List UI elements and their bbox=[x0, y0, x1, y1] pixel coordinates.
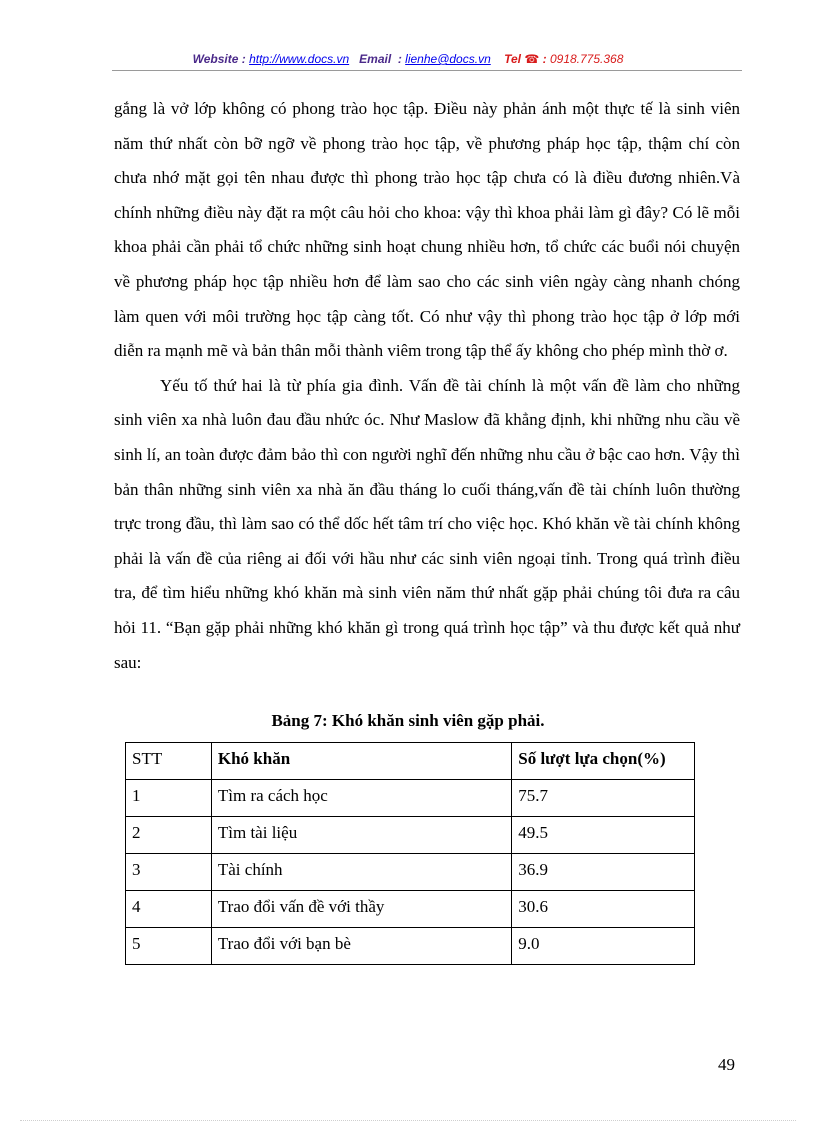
paragraph-2: Yếu tố thứ hai là từ phía gia đình. Vấn đề tài chính là một vấn đề làm cho những sinh viên xa nhà luôn đau đầu nhức óc. Như Maslow đã khẳng định, khi những nhu cầu về sinh lí, an toàn được đảm bảo thì con người nghĩ đến những nhu cầu ở bậc cao hơn. Vậy thì bản thân những sinh viên xa nhà ăn đầu tháng lo cuối tháng,vấn đề tài chính luôn thường trực trong đầu, thì làm sao có thể dốc hết tâm trí cho việc học. Khó khăn về tài chính không phải là vấn đề của riêng ai đối với hầu như các sinh viên ngoại tỉnh. Trong quá trình điều tra, để tìm hiểu những khó khăn mà sinh viên năm thứ nhất gặp phải chúng tôi đưa ra câu hỏi 11. “Bạn gặp phải những khó khăn gì trong quá trình học tập” và thu được kết quả như sau: bbox=[114, 375, 740, 672]
table-caption: Bảng 7: Khó khăn sinh viên gặp phải. bbox=[271, 711, 545, 730]
header-stt: STT bbox=[126, 743, 212, 780]
cell-percent: 36.9 bbox=[512, 854, 695, 891]
cell-stt: 1 bbox=[126, 780, 212, 817]
email-label: Email bbox=[359, 52, 392, 66]
body-text bbox=[114, 92, 740, 680]
page-bottom-border bbox=[20, 1120, 796, 1121]
cell-stt: 2 bbox=[126, 817, 212, 854]
cell-percent: 49.5 bbox=[512, 817, 695, 854]
table-row bbox=[126, 817, 695, 854]
phone-icon: ☎ bbox=[524, 52, 540, 66]
page-number: 49 bbox=[718, 1055, 735, 1074]
difficulties-table bbox=[125, 742, 695, 965]
cell-stt: 4 bbox=[126, 891, 212, 928]
header-divider bbox=[112, 70, 742, 71]
header-difficulty: Khó khăn bbox=[211, 743, 511, 780]
table-row bbox=[126, 854, 695, 891]
table-row bbox=[126, 780, 695, 817]
table-row bbox=[126, 928, 695, 965]
paragraph-1: gắng là vở lớp không có phong trào học tập. Điều này phản ánh một thực tế là sinh viên năm thứ nhất còn bỡ ngỡ về phong trào học tập, về phương pháp học tập, thậm chí còn chưa nhớ mặt gọi tên nhau được thì phong trào học tập chưa có là điều đương nhiên.Và chính những điều này đặt ra một câu hỏi cho khoa: vậy thì khoa phải làm gì đây? Có lẽ mỗi khoa phải cần phải tổ chức những sinh hoạt chung nhiều hơn, tổ chức các buổi nói chuyện về phương pháp học tập nhiều hơn để làm sao cho các sinh viên ngày càng nhanh chóng làm quen với môi trường học tập càng tốt. Có như vậy thì phong trào học tập ở lớp mới diễn ra mạnh mẽ và bản thân mỗi thành viêm trong tập thể ấy không cho phép mình thờ ơ. bbox=[114, 99, 740, 361]
page-header: Website : http://www.docs.vn Email : lienhe@docs.vn Tel ☎ : 0918.775.368 bbox=[192, 52, 624, 66]
tel-label: Tel bbox=[504, 52, 521, 66]
website-link[interactable]: http://www.docs.vn bbox=[249, 52, 350, 66]
cell-stt: 3 bbox=[126, 854, 212, 891]
cell-stt: 5 bbox=[126, 928, 212, 965]
cell-difficulty: Tài chính bbox=[211, 854, 511, 891]
table-row bbox=[126, 891, 695, 928]
cell-difficulty: Trao đổi với bạn bè bbox=[211, 928, 511, 965]
cell-percent: 30.6 bbox=[512, 891, 695, 928]
table-header-row bbox=[126, 743, 695, 780]
cell-difficulty: Tìm ra cách học bbox=[211, 780, 511, 817]
phone-number: 0918.775.368 bbox=[549, 52, 624, 66]
cell-percent: 9.0 bbox=[512, 928, 695, 965]
header-percent: Số lượt lựa chọn(%) bbox=[512, 743, 695, 780]
cell-difficulty: Trao đổi vấn đề với thầy bbox=[211, 891, 511, 928]
cell-percent: 75.7 bbox=[512, 780, 695, 817]
email-link[interactable]: lienhe@docs.vn bbox=[405, 52, 491, 66]
cell-difficulty: Tìm tài liệu bbox=[211, 817, 511, 854]
website-label: Website bbox=[192, 52, 239, 66]
